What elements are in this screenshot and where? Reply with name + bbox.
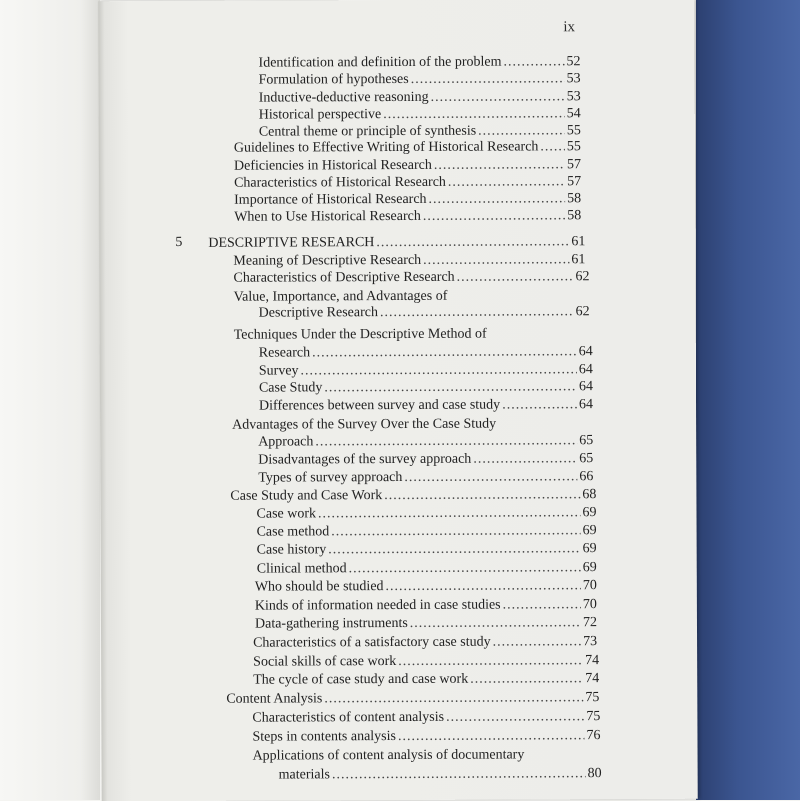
leader-dots <box>349 559 581 578</box>
leader-dots <box>315 432 577 451</box>
toc-entry-title: Formulation of hypotheses <box>258 71 409 88</box>
toc-entry-page: 64 <box>578 379 593 395</box>
leader-dots <box>328 540 580 559</box>
toc-entry <box>259 303 590 322</box>
toc-entry-title: Central theme or principle of synthesis <box>258 123 477 140</box>
blue-book-cover <box>696 0 800 800</box>
toc-entry-title: Data-gathering instruments <box>254 615 408 632</box>
toc-entry-page: 76 <box>586 728 601 744</box>
leader-dots <box>493 633 582 651</box>
leader-dots <box>503 53 564 71</box>
toc-entry-page: 75 <box>586 709 601 725</box>
toc-entry-title: Disadvantages of the survey approach <box>258 451 472 468</box>
toc-entry-page: 69 <box>582 541 597 557</box>
leader-dots <box>470 670 583 688</box>
toc-entry-title: Steps in contents analysis <box>252 729 397 745</box>
toc-entry-page: 52 <box>566 54 581 70</box>
toc-entry <box>230 486 596 506</box>
toc-entry-title: Deficiencies in Historical Research <box>233 157 432 174</box>
toc-entry-page: 64 <box>578 344 593 360</box>
toc-entry <box>258 432 593 451</box>
toc-entry-title: Who should be studied <box>254 579 384 595</box>
toc-entry-page: 53 <box>566 89 581 105</box>
toc-entry-title: Differences between survey and case study <box>258 397 501 414</box>
leader-dots <box>502 396 577 414</box>
leader-dots <box>448 173 565 192</box>
toc-entry <box>252 727 600 747</box>
toc-entry-title: Case Study and Case Work <box>230 488 383 504</box>
toc-entry-title: DESCRIPTIVE RESEARCH <box>208 235 375 251</box>
page-number: ix <box>563 19 576 36</box>
toc-entry-page: 65 <box>579 433 594 449</box>
toc-entry <box>279 765 602 784</box>
toc-entry-page: 54 <box>566 106 581 122</box>
leader-dots <box>473 450 577 468</box>
leader-dots <box>384 486 580 505</box>
leader-dots <box>332 765 586 784</box>
toc-entry-page: 80 <box>587 766 602 782</box>
leader-dots <box>398 727 585 746</box>
leader-dots <box>324 378 577 397</box>
leader-dots <box>540 138 565 156</box>
toc-entry-page: 62 <box>575 304 590 320</box>
toc-entry <box>253 633 597 653</box>
leader-dots <box>431 88 565 107</box>
leader-dots <box>376 233 569 252</box>
toc-entry-title: Applications of content analysis of documentary <box>252 747 525 764</box>
toc-entry-page: 74 <box>585 671 600 687</box>
toc-entry-title: Case Study <box>258 380 323 396</box>
toc-entry <box>256 504 596 523</box>
toc-entry-title: Characteristics of a satisfactory case study <box>253 634 491 651</box>
toc-entry-page: 70 <box>582 578 597 594</box>
toc-entry-title: Case history <box>256 542 327 558</box>
toc-entry <box>233 268 589 288</box>
leader-dots <box>503 596 581 614</box>
toc-entry-page: 69 <box>582 505 597 521</box>
toc-entry-title: Case method <box>256 524 330 540</box>
leader-dots <box>423 251 569 270</box>
toc-entry-page: 55 <box>566 123 581 139</box>
toc-entry <box>253 670 599 690</box>
toc-entry-page: 64 <box>578 397 594 413</box>
leader-dots <box>434 156 565 175</box>
leader-dots <box>324 689 583 708</box>
leader-dots <box>380 303 574 322</box>
toc-entry-page: 58 <box>567 191 582 207</box>
leader-dots <box>404 468 577 487</box>
toc-entry <box>257 540 597 559</box>
toc-entry-page: 72 <box>582 615 598 631</box>
toc-entry-title: Clinical method <box>256 561 347 577</box>
toc-entry <box>259 70 581 89</box>
toc-entry-page: 62 <box>575 269 590 285</box>
leader-dots <box>457 268 574 287</box>
toc-entry-page: 68 <box>582 487 597 503</box>
leader-dots <box>312 343 577 362</box>
leader-dots <box>446 708 584 727</box>
toc-entry <box>234 138 581 158</box>
leader-dots <box>423 207 565 226</box>
toc-entry-title: Meaning of Descriptive Research <box>233 252 422 269</box>
toc-entry <box>259 343 593 362</box>
toc-entry-page: 70 <box>582 597 597 613</box>
toc-entry <box>257 559 597 578</box>
toc-entry-page: 57 <box>566 157 582 173</box>
toc-entry-title: Approach <box>258 434 314 450</box>
toc-entry-title: The cycle of case study and case work <box>253 671 469 688</box>
toc-entry-page: 69 <box>582 523 597 539</box>
toc-entry <box>253 652 599 672</box>
toc-entry-title: Guidelines to Effective Writing of Historical Research <box>233 139 539 156</box>
toc-entry-page: 53 <box>566 71 581 87</box>
toc-entry-page: 66 <box>579 469 594 485</box>
toc-entry <box>257 522 597 541</box>
toc-entry-page: 57 <box>567 174 582 190</box>
toc-entry-page: 64 <box>578 362 593 378</box>
leader-dots <box>318 504 581 523</box>
toc-entry-title: Advantages of the Survey Over the Case Study <box>232 416 497 433</box>
toc-entry-title: Kinds of information needed in case studies <box>254 597 501 614</box>
leader-dots <box>411 70 565 89</box>
toc-entry-title: Value, Importance, and Advantages of <box>233 288 448 305</box>
chapter-number: 5 <box>175 234 183 250</box>
toc-entry-title: When to Use Historical Research <box>234 208 421 225</box>
toc-entry <box>255 596 597 615</box>
toc-entry-title: Inductive-deductive reasoning <box>258 89 429 106</box>
leader-dots <box>398 652 583 671</box>
toc-entry-title: Characteristics of Descriptive Research <box>233 269 455 286</box>
toc-entry <box>234 207 581 227</box>
toc-entry-title: Importance of Historical Research <box>234 191 427 208</box>
toc-entry-page: 73 <box>583 634 598 650</box>
toc-entry-page: 58 <box>567 208 582 224</box>
toc-entry-title: Survey <box>258 363 299 379</box>
toc-entry <box>259 378 593 397</box>
leader-dots <box>331 522 580 541</box>
toc-entry-title: Identification and definition of the problem <box>258 54 502 71</box>
toc-entry-title: Types of survey approach <box>258 469 403 486</box>
toc-entry <box>258 450 593 469</box>
toc-entry <box>226 689 599 709</box>
toc-entry <box>255 577 597 596</box>
toc-entry-page: 55 <box>566 139 581 155</box>
background-left <box>0 0 100 800</box>
toc-entry-page: 61 <box>571 252 586 268</box>
leader-dots <box>383 105 565 124</box>
toc-entry-title: Characteristics of Historical Research <box>234 174 446 191</box>
toc-entry <box>258 468 593 487</box>
chapter-title-entry <box>208 233 585 253</box>
leader-dots <box>410 614 581 633</box>
toc-entry-title: Techniques Under the Descriptive Method of <box>233 326 487 343</box>
toc-entry-title: Content Analysis <box>226 691 323 707</box>
toc-entry-title: Research <box>258 345 311 361</box>
toc-entry-title: Historical perspective <box>258 107 382 123</box>
toc-entry-page: 61 <box>571 234 586 250</box>
toc-entry-page: 74 <box>585 653 600 669</box>
toc-entry-title: Case work <box>256 506 317 522</box>
toc-entry <box>252 708 600 728</box>
toc-entry-title: Descriptive Research <box>258 305 378 321</box>
leader-dots <box>385 577 580 596</box>
toc-entry-title: Characteristics of content analysis <box>252 709 445 726</box>
toc-entry-page: 65 <box>579 451 594 467</box>
toc-entry-title: materials <box>278 767 330 783</box>
book-page <box>98 0 697 801</box>
toc-entry <box>259 396 593 415</box>
toc-entry-page: 75 <box>585 690 600 706</box>
toc-entry-title: Social skills of case work <box>253 654 397 670</box>
leader-dots <box>429 190 566 209</box>
toc-entry-page: 69 <box>582 560 597 576</box>
toc-entry <box>255 614 597 633</box>
